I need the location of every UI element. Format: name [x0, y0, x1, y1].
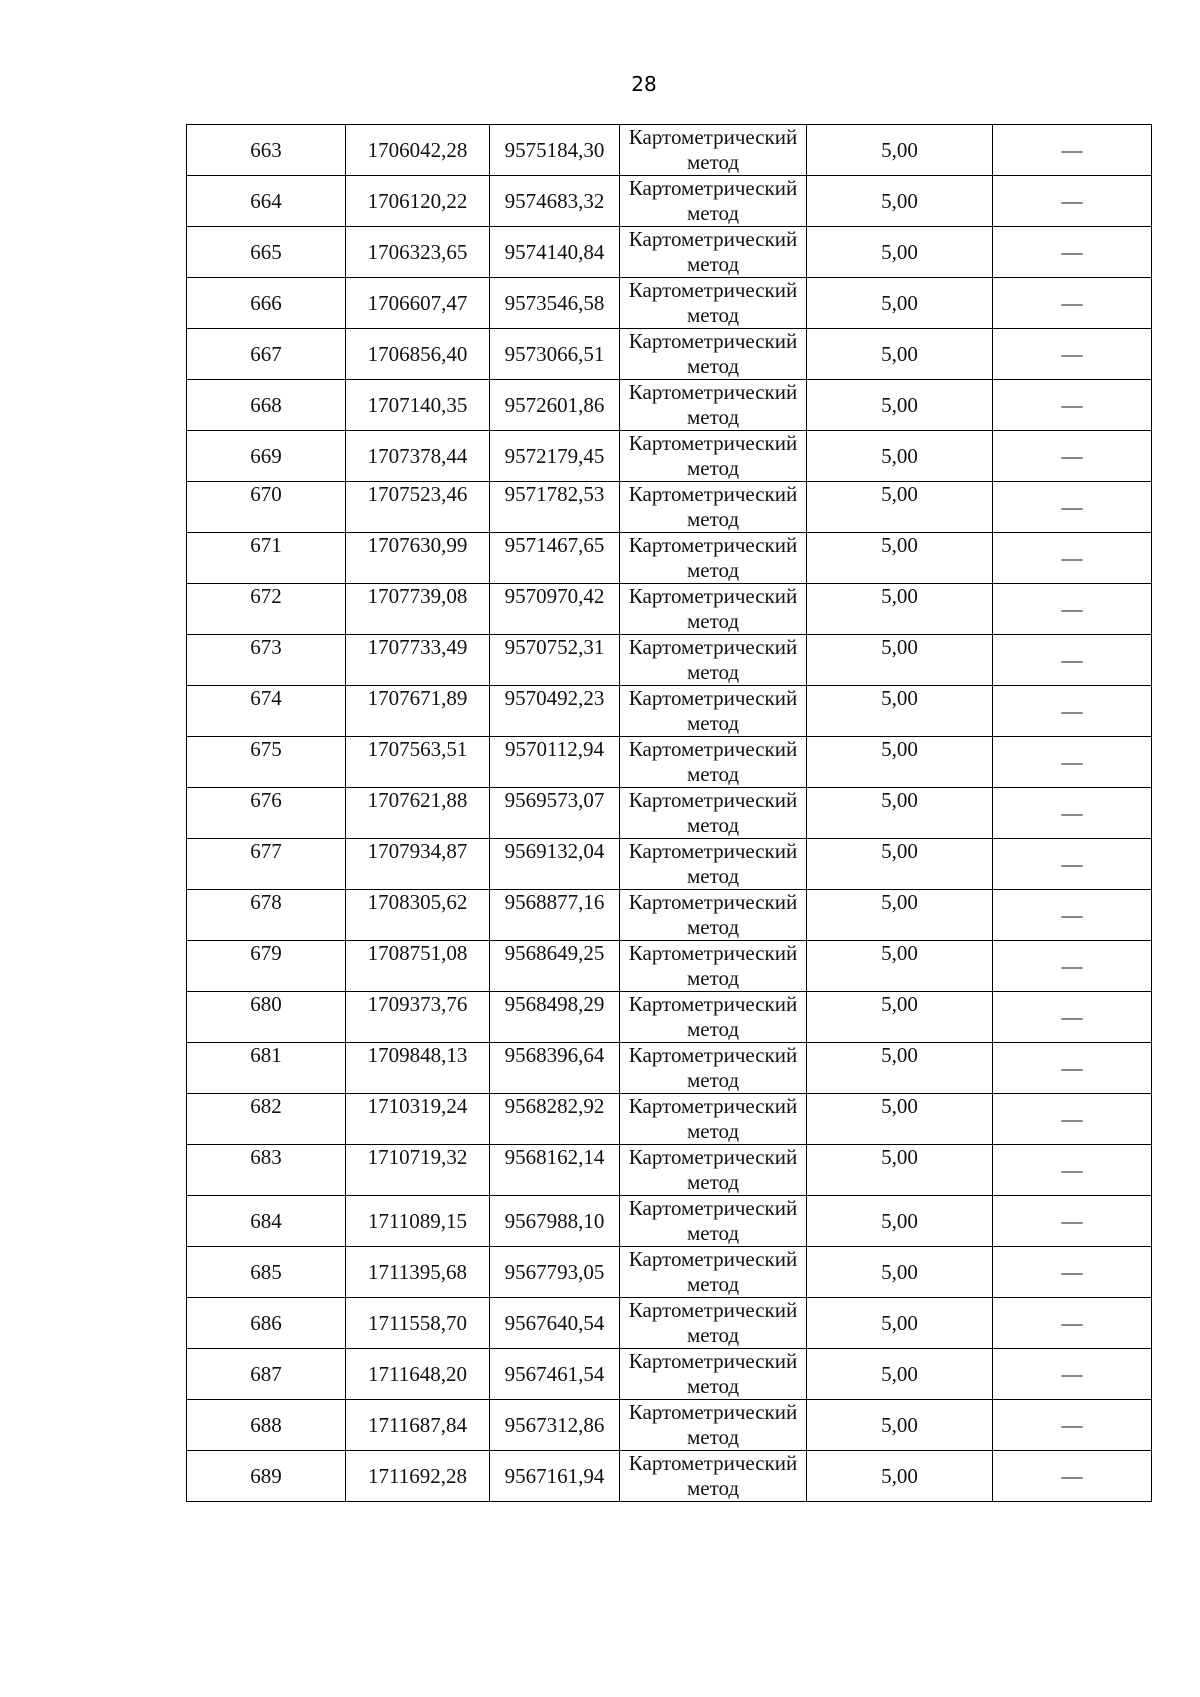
point-number-cell: 685 — [187, 1247, 346, 1298]
precision-cell: 5,00 — [807, 1094, 993, 1145]
x-coordinate-cell: 1707739,08 — [346, 584, 490, 635]
method-line-1: Картометрический — [628, 1196, 798, 1220]
method-cell — [620, 1400, 807, 1451]
y-coordinate-cell: 9569573,07 — [490, 788, 620, 839]
method-line-1: Картометрический — [628, 1298, 798, 1322]
method-cell — [620, 1196, 807, 1247]
note-cell: — — [993, 227, 1152, 278]
table-row — [187, 1349, 1152, 1400]
x-coordinate-cell: 1707378,44 — [346, 431, 490, 482]
point-number-cell: 673 — [187, 635, 346, 686]
x-coordinate-cell: 1706607,47 — [346, 278, 490, 329]
x-coordinate-cell: 1707733,49 — [346, 635, 490, 686]
method-cell — [620, 431, 807, 482]
x-coordinate-cell: 1707671,89 — [346, 686, 490, 737]
y-coordinate-cell: 9572179,45 — [490, 431, 620, 482]
coordinates-table — [186, 124, 1152, 1502]
precision-cell: 5,00 — [807, 1043, 993, 1094]
method-line-2: метод — [686, 762, 740, 786]
note-cell: — — [993, 635, 1152, 686]
table-row — [187, 941, 1152, 992]
table-row — [187, 1043, 1152, 1094]
note-cell: — — [993, 788, 1152, 839]
point-number-cell: 676 — [187, 788, 346, 839]
note-cell: — — [993, 1298, 1152, 1349]
precision-cell: 5,00 — [807, 125, 993, 176]
method-line-2: метод — [686, 1425, 740, 1449]
note-cell: — — [993, 1451, 1152, 1502]
table-row — [187, 788, 1152, 839]
precision-cell: 5,00 — [807, 380, 993, 431]
precision-cell: 5,00 — [807, 1196, 993, 1247]
table-row — [187, 1298, 1152, 1349]
note-cell: — — [993, 584, 1152, 635]
method-cell — [620, 1094, 807, 1145]
method-cell — [620, 125, 807, 176]
method-line-1: Картометрический — [628, 125, 798, 149]
point-number-cell: 675 — [187, 737, 346, 788]
precision-cell: 5,00 — [807, 737, 993, 788]
precision-cell: 5,00 — [807, 635, 993, 686]
x-coordinate-cell: 1711687,84 — [346, 1400, 490, 1451]
method-line-1: Картометрический — [628, 1451, 798, 1475]
method-cell — [620, 1043, 807, 1094]
note-cell: — — [993, 380, 1152, 431]
point-number-cell: 677 — [187, 839, 346, 890]
precision-cell: 5,00 — [807, 329, 993, 380]
method-line-2: метод — [686, 609, 740, 633]
y-coordinate-cell: 9570112,94 — [490, 737, 620, 788]
point-number-cell: 688 — [187, 1400, 346, 1451]
method-cell — [620, 635, 807, 686]
method-line-1: Картометрический — [628, 686, 798, 710]
method-line-1: Картометрический — [628, 176, 798, 200]
method-cell — [620, 1298, 807, 1349]
method-line-2: метод — [686, 813, 740, 837]
method-line-2: метод — [686, 507, 740, 531]
table-row — [187, 329, 1152, 380]
point-number-cell: 666 — [187, 278, 346, 329]
method-line-2: метод — [686, 1119, 740, 1143]
method-line-2: метод — [686, 201, 740, 225]
table-row — [187, 482, 1152, 533]
table-row — [187, 737, 1152, 788]
point-number-cell: 679 — [187, 941, 346, 992]
method-cell — [620, 788, 807, 839]
x-coordinate-cell: 1710719,32 — [346, 1145, 490, 1196]
precision-cell: 5,00 — [807, 482, 993, 533]
y-coordinate-cell: 9571467,65 — [490, 533, 620, 584]
x-coordinate-cell: 1711692,28 — [346, 1451, 490, 1502]
x-coordinate-cell: 1706323,65 — [346, 227, 490, 278]
y-coordinate-cell: 9567461,54 — [490, 1349, 620, 1400]
x-coordinate-cell: 1711089,15 — [346, 1196, 490, 1247]
x-coordinate-cell: 1707630,99 — [346, 533, 490, 584]
method-line-1: Картометрический — [628, 1349, 798, 1373]
point-number-cell: 663 — [187, 125, 346, 176]
method-line-2: метод — [686, 1017, 740, 1041]
precision-cell: 5,00 — [807, 839, 993, 890]
x-coordinate-cell: 1706856,40 — [346, 329, 490, 380]
x-coordinate-cell: 1709373,76 — [346, 992, 490, 1043]
note-cell: — — [993, 278, 1152, 329]
method-line-2: метод — [686, 660, 740, 684]
y-coordinate-cell: 9574683,32 — [490, 176, 620, 227]
y-coordinate-cell: 9567793,05 — [490, 1247, 620, 1298]
method-line-2: метод — [686, 405, 740, 429]
precision-cell: 5,00 — [807, 431, 993, 482]
x-coordinate-cell: 1707934,87 — [346, 839, 490, 890]
x-coordinate-cell: 1709848,13 — [346, 1043, 490, 1094]
x-coordinate-cell: 1711558,70 — [346, 1298, 490, 1349]
precision-cell: 5,00 — [807, 1451, 993, 1502]
precision-cell: 5,00 — [807, 686, 993, 737]
precision-cell: 5,00 — [807, 1145, 993, 1196]
y-coordinate-cell: 9569132,04 — [490, 839, 620, 890]
precision-cell: 5,00 — [807, 941, 993, 992]
y-coordinate-cell: 9567161,94 — [490, 1451, 620, 1502]
method-line-2: метод — [686, 1374, 740, 1398]
precision-cell: 5,00 — [807, 278, 993, 329]
page-number: 28 — [631, 72, 657, 96]
method-line-1: Картометрический — [628, 482, 798, 506]
method-cell — [620, 1349, 807, 1400]
note-cell: — — [993, 1196, 1152, 1247]
point-number-cell: 682 — [187, 1094, 346, 1145]
precision-cell: 5,00 — [807, 890, 993, 941]
table-row — [187, 584, 1152, 635]
note-cell: — — [993, 125, 1152, 176]
table-row — [187, 278, 1152, 329]
point-number-cell: 665 — [187, 227, 346, 278]
method-cell — [620, 176, 807, 227]
point-number-cell: 680 — [187, 992, 346, 1043]
method-cell — [620, 890, 807, 941]
y-coordinate-cell: 9570492,23 — [490, 686, 620, 737]
method-cell — [620, 227, 807, 278]
method-line-2: метод — [686, 1272, 740, 1296]
method-cell — [620, 737, 807, 788]
x-coordinate-cell: 1707140,35 — [346, 380, 490, 431]
point-number-cell: 674 — [187, 686, 346, 737]
method-line-1: Картометрический — [628, 227, 798, 251]
note-cell: — — [993, 176, 1152, 227]
y-coordinate-cell: 9567312,86 — [490, 1400, 620, 1451]
y-coordinate-cell: 9571782,53 — [490, 482, 620, 533]
y-coordinate-cell: 9568396,64 — [490, 1043, 620, 1094]
method-cell — [620, 1451, 807, 1502]
method-line-1: Картометрический — [628, 1043, 798, 1067]
note-cell: — — [993, 329, 1152, 380]
note-cell: — — [993, 1043, 1152, 1094]
precision-cell: 5,00 — [807, 1349, 993, 1400]
method-line-1: Картометрический — [628, 941, 798, 965]
precision-cell: 5,00 — [807, 1400, 993, 1451]
note-cell: — — [993, 1400, 1152, 1451]
x-coordinate-cell: 1707523,46 — [346, 482, 490, 533]
y-coordinate-cell: 9573066,51 — [490, 329, 620, 380]
point-number-cell: 668 — [187, 380, 346, 431]
method-cell — [620, 1145, 807, 1196]
method-line-1: Картометрический — [628, 584, 798, 608]
method-cell — [620, 482, 807, 533]
precision-cell: 5,00 — [807, 227, 993, 278]
method-line-2: метод — [686, 1170, 740, 1194]
table-row — [187, 1145, 1152, 1196]
method-cell — [620, 533, 807, 584]
table-row — [187, 1451, 1152, 1502]
y-coordinate-cell: 9568877,16 — [490, 890, 620, 941]
y-coordinate-cell: 9575184,30 — [490, 125, 620, 176]
method-line-2: метод — [686, 1323, 740, 1347]
note-cell: — — [993, 992, 1152, 1043]
method-line-2: метод — [686, 303, 740, 327]
y-coordinate-cell: 9568162,14 — [490, 1145, 620, 1196]
method-cell — [620, 1247, 807, 1298]
method-line-2: метод — [686, 150, 740, 174]
y-coordinate-cell: 9574140,84 — [490, 227, 620, 278]
y-coordinate-cell: 9573546,58 — [490, 278, 620, 329]
method-cell — [620, 584, 807, 635]
method-line-2: метод — [686, 354, 740, 378]
point-number-cell: 664 — [187, 176, 346, 227]
note-cell: — — [993, 1247, 1152, 1298]
precision-cell: 5,00 — [807, 788, 993, 839]
table-row — [187, 839, 1152, 890]
x-coordinate-cell: 1707621,88 — [346, 788, 490, 839]
method-line-1: Картометрический — [628, 329, 798, 353]
table-body — [187, 125, 1152, 1502]
point-number-cell: 686 — [187, 1298, 346, 1349]
x-coordinate-cell: 1706120,22 — [346, 176, 490, 227]
method-line-2: метод — [686, 558, 740, 582]
method-line-2: метод — [686, 864, 740, 888]
y-coordinate-cell: 9568282,92 — [490, 1094, 620, 1145]
point-number-cell: 684 — [187, 1196, 346, 1247]
y-coordinate-cell: 9568498,29 — [490, 992, 620, 1043]
x-coordinate-cell: 1711395,68 — [346, 1247, 490, 1298]
note-cell: — — [993, 839, 1152, 890]
method-line-1: Картометрический — [628, 380, 798, 404]
method-line-2: метод — [686, 252, 740, 276]
method-line-2: метод — [686, 915, 740, 939]
note-cell: — — [993, 941, 1152, 992]
method-cell — [620, 941, 807, 992]
method-line-1: Картометрический — [628, 788, 798, 812]
precision-cell: 5,00 — [807, 533, 993, 584]
point-number-cell: 681 — [187, 1043, 346, 1094]
y-coordinate-cell: 9570970,42 — [490, 584, 620, 635]
method-line-2: метод — [686, 711, 740, 735]
point-number-cell: 689 — [187, 1451, 346, 1502]
table-row — [187, 227, 1152, 278]
method-line-1: Картометрический — [628, 992, 798, 1016]
x-coordinate-cell: 1708305,62 — [346, 890, 490, 941]
method-line-1: Картометрический — [628, 278, 798, 302]
note-cell: — — [993, 686, 1152, 737]
x-coordinate-cell: 1710319,24 — [346, 1094, 490, 1145]
method-line-1: Картометрический — [628, 1247, 798, 1271]
point-number-cell: 671 — [187, 533, 346, 584]
note-cell: — — [993, 533, 1152, 584]
table-row — [187, 686, 1152, 737]
precision-cell: 5,00 — [807, 1298, 993, 1349]
note-cell: — — [993, 737, 1152, 788]
table-row — [187, 635, 1152, 686]
precision-cell: 5,00 — [807, 1247, 993, 1298]
method-line-1: Картометрический — [628, 1400, 798, 1424]
method-line-1: Картометрический — [628, 1145, 798, 1169]
point-number-cell: 678 — [187, 890, 346, 941]
table-row — [187, 176, 1152, 227]
point-number-cell: 669 — [187, 431, 346, 482]
method-cell — [620, 992, 807, 1043]
method-line-1: Картометрический — [628, 890, 798, 914]
x-coordinate-cell: 1711648,20 — [346, 1349, 490, 1400]
method-line-2: метод — [686, 966, 740, 990]
table-row — [187, 890, 1152, 941]
table-row — [187, 1400, 1152, 1451]
table-row — [187, 380, 1152, 431]
table-row — [187, 1094, 1152, 1145]
method-line-1: Картометрический — [628, 533, 798, 557]
table-row — [187, 1196, 1152, 1247]
method-line-2: метод — [686, 1476, 740, 1500]
method-line-2: метод — [686, 1221, 740, 1245]
method-line-2: метод — [686, 456, 740, 480]
note-cell: — — [993, 482, 1152, 533]
method-line-1: Картометрический — [628, 431, 798, 455]
note-cell: — — [993, 431, 1152, 482]
method-line-1: Картометрический — [628, 635, 798, 659]
x-coordinate-cell: 1706042,28 — [346, 125, 490, 176]
method-cell — [620, 839, 807, 890]
x-coordinate-cell: 1708751,08 — [346, 941, 490, 992]
y-coordinate-cell: 9570752,31 — [490, 635, 620, 686]
point-number-cell: 687 — [187, 1349, 346, 1400]
method-line-2: метод — [686, 1068, 740, 1092]
table-row — [187, 992, 1152, 1043]
point-number-cell: 670 — [187, 482, 346, 533]
method-line-1: Картометрический — [628, 1094, 798, 1118]
precision-cell: 5,00 — [807, 176, 993, 227]
method-cell — [620, 380, 807, 431]
method-cell — [620, 278, 807, 329]
note-cell: — — [993, 890, 1152, 941]
precision-cell: 5,00 — [807, 584, 993, 635]
point-number-cell: 667 — [187, 329, 346, 380]
y-coordinate-cell: 9567640,54 — [490, 1298, 620, 1349]
table-row — [187, 1247, 1152, 1298]
note-cell: — — [993, 1094, 1152, 1145]
y-coordinate-cell: 9567988,10 — [490, 1196, 620, 1247]
table-row — [187, 431, 1152, 482]
point-number-cell: 683 — [187, 1145, 346, 1196]
x-coordinate-cell: 1707563,51 — [346, 737, 490, 788]
method-line-1: Картометрический — [628, 839, 798, 863]
y-coordinate-cell: 9568649,25 — [490, 941, 620, 992]
precision-cell: 5,00 — [807, 992, 993, 1043]
method-line-1: Картометрический — [628, 737, 798, 761]
method-cell — [620, 686, 807, 737]
point-number-cell: 672 — [187, 584, 346, 635]
note-cell: — — [993, 1145, 1152, 1196]
table-row — [187, 125, 1152, 176]
y-coordinate-cell: 9572601,86 — [490, 380, 620, 431]
method-cell — [620, 329, 807, 380]
table-row — [187, 533, 1152, 584]
note-cell: — — [993, 1349, 1152, 1400]
